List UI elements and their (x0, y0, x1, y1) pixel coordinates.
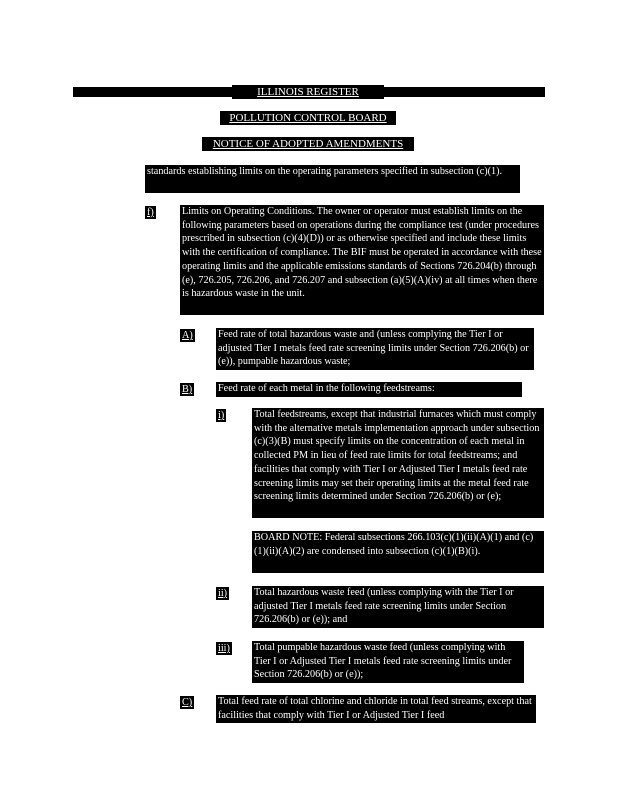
section-f-text: Limits on Operating Conditions. The owner or operator must establish limits on the following parameters based on operations during the compliance test (under procedures prescribed in subsection (c)(4)(D)) or as otherwise specified and include these limits with the certification of compliance. The BIF must be operated in accordance with these operating limits and the applicable emissions standards of Sections 726.204(b) through (e), 726.205, 726.206, and 726.207 and subsection (a)(5)(A)(iv) at all times when there is hazardous waste in the unit. (180, 205, 544, 315)
section-f-label: f) (147, 207, 154, 218)
notice-title: NOTICE OF ADOPTED AMENDMENTS (202, 137, 414, 151)
intro-paragraph: standards establishing limits on the operating parameters specified in subsection (c)(1). (145, 165, 520, 193)
register-title: ILLINOIS REGISTER (232, 85, 384, 99)
item-c-text: Total feed rate of total chlorine and chloride in total feed streams, except that facilities that comply with Tier I or Adjusted Tier I feed (216, 695, 536, 723)
item-ii-text: Total hazardous waste feed (unless complying with the Tier I or adjusted Tier I metals feed rate screening limits under Section 726.206(b) or (e)); and (252, 586, 544, 628)
item-iii-text: Total pumpable hazardous waste feed (unless complying with Tier I or Adjusted Tier I metals feed rate screening limits under Section 726.206(b) or (e)); (252, 641, 524, 683)
item-c-label: C) (182, 697, 193, 708)
item-i-text: Total feedstreams, except that industrial furnaces which must comply with the alternative metals implementation approach under subsection (c)(3)(B) must specify limits on the concentration of each metal in collected PM in lieu of feed rate limits for total feedstreams; and facilities that comply with Tier I or Adjusted Tier I metals feed rate screening limits may set their operating limits at the metal feed rate screening limits determined under Section 726.206(b) or (e); (252, 408, 544, 518)
item-a-label: A) (182, 330, 193, 341)
item-b-text: Feed rate of each metal in the following feedstreams: (216, 382, 522, 397)
board-note: BOARD NOTE: Federal subsections 266.103(c)(1)(ii)(A)(1) and (c)(1)(ii)(A)(2) are condensed into subsection (c)(1)(B)(i). (252, 531, 544, 573)
item-i-label: i) (218, 410, 225, 421)
item-iii-label: iii) (218, 643, 230, 654)
item-a-text: Feed rate of total hazardous waste and (unless complying the Tier I or adjusted Tier I metals feed rate screening limits under Section 726.206(b) or (e)), pumpable hazardous waste; (216, 328, 534, 370)
item-b-label: B) (182, 384, 193, 395)
item-ii-label: ii) (218, 588, 228, 599)
board-title: POLLUTION CONTROL BOARD (220, 111, 396, 125)
